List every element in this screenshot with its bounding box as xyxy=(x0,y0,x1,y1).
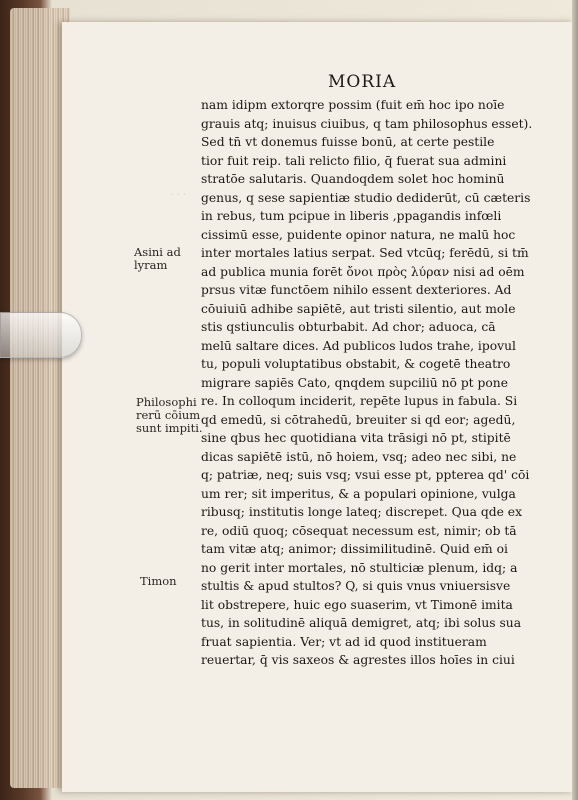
text-line: ad publica munia forēt ὄνοι πρὸς λύραν nisi ad oēm xyxy=(201,264,525,279)
text-line: migrare sapiēs Cato, qnqdem supciliū nō pt pone xyxy=(201,375,509,390)
text-line: inter mortales latius serpat. Sed vtcūq; ferēdū, si tm̄ xyxy=(201,246,529,260)
marginal-note-line: sunt impiti. xyxy=(136,421,203,435)
text-line: tus, in solitudinē aliquā demigret, atq; ibi solus sua xyxy=(201,616,522,630)
marginal-note-philosophi xyxy=(136,396,203,435)
text-line: tam vitæ atq; animor; dissimilitudinē. Quid em̄ oi xyxy=(201,542,508,556)
running-title: MORIA xyxy=(328,72,397,92)
text-line: re. In colloqum inciderit, repēte lupus in fabula. Si xyxy=(201,394,518,408)
main-text-block xyxy=(201,96,533,670)
text-line: re, odiū quoq; cōsequat necessum est, nimir; ob tā xyxy=(201,523,517,538)
text-line: dicas sapiētē istū, nō hoiem, vsq; adeo nec sibi, ne xyxy=(201,449,517,464)
marginal-note-asini xyxy=(134,246,181,272)
text-line: nam idipm extorqre possim (fuit em̄ hoc ipo noīe xyxy=(201,98,505,112)
text-line: stratōe salutaris. Quandoqdem solet hoc hominū xyxy=(201,172,505,186)
book-right-edge xyxy=(572,0,578,800)
text-line: fruat sapientia. Ver; vt ad id quod institueram xyxy=(201,634,487,649)
text-line: grauis atq; inuisus ciuibus, q tam philosophus esset). xyxy=(201,116,533,131)
text-line: sine qbus hec quotidiana vita trāsigi nō pt, stipitē xyxy=(201,431,511,445)
text-line: lit obstrepere, huic ego suaserim, vt Timonē imita xyxy=(201,597,513,612)
marginal-note-line: Philosophi xyxy=(136,395,197,409)
marginal-note-line: Asini ad xyxy=(134,245,181,259)
text-line: stis qstiunculis obturbabit. Ad chor; aduoca, cā xyxy=(201,320,496,334)
page-edges xyxy=(10,8,70,788)
marginal-note-line: rerū cōium xyxy=(136,408,201,422)
text-line: um rer; sit imperitus, & a populari opinione, vulga xyxy=(201,486,516,501)
text-line: cōuiuiū adhibe sapiētē, aut tristi silentio, aut mole xyxy=(201,301,516,316)
text-line: q; patriæ, neq; suis vsq; vsui esse pt, ppterea qd' cōi xyxy=(201,468,530,482)
text-line: Sed tn̄ vt donemus fuisse bonū, at certe pestile xyxy=(201,135,495,149)
text-line: in rebus, tum pcipue in liberis ,ppagandis infœli xyxy=(201,209,502,223)
text-line: melū saltare dices. Ad publicos ludos trahe, ipovul xyxy=(201,338,516,353)
text-line: tu, populi voluptatibus obstabit, & cogetē theatro xyxy=(201,357,511,371)
text-line: prsus vitæ functōem nihilo essent dexteriores. Ad xyxy=(201,283,512,297)
text-line: qd emedū, si cōtrahedū, breuiter si qd eor; agedū, xyxy=(201,412,516,427)
marginal-note-line: Timon xyxy=(140,574,177,588)
page-clip xyxy=(0,312,82,358)
text-line: tior fuit reip. tali relicto filio, q̄ fuerat sua admini xyxy=(201,153,507,168)
text-line: stultis & apud stultos? Q, si quis vnus vniuersisve xyxy=(201,579,511,593)
text-line: ribusq; institutis longe lateq; discrepet. Qua qde ex xyxy=(201,505,522,519)
text-line: genus, q sese sapientiæ studio dediderūt, cū cæteris xyxy=(201,190,531,205)
text-line: no gerit inter mortales, nō stulticiæ plenum, idq; a xyxy=(201,560,518,575)
marginal-note-timon xyxy=(140,575,177,588)
marginal-note-line: lyram xyxy=(134,258,168,272)
text-line: reuertar, q̄ vis saxeos & agrestes illos hoīes in ciui xyxy=(201,653,515,667)
text-line: cissimū esse, puidente opinor natura, ne malū hoc xyxy=(201,227,516,242)
show-through-text: · · · xyxy=(170,190,186,201)
